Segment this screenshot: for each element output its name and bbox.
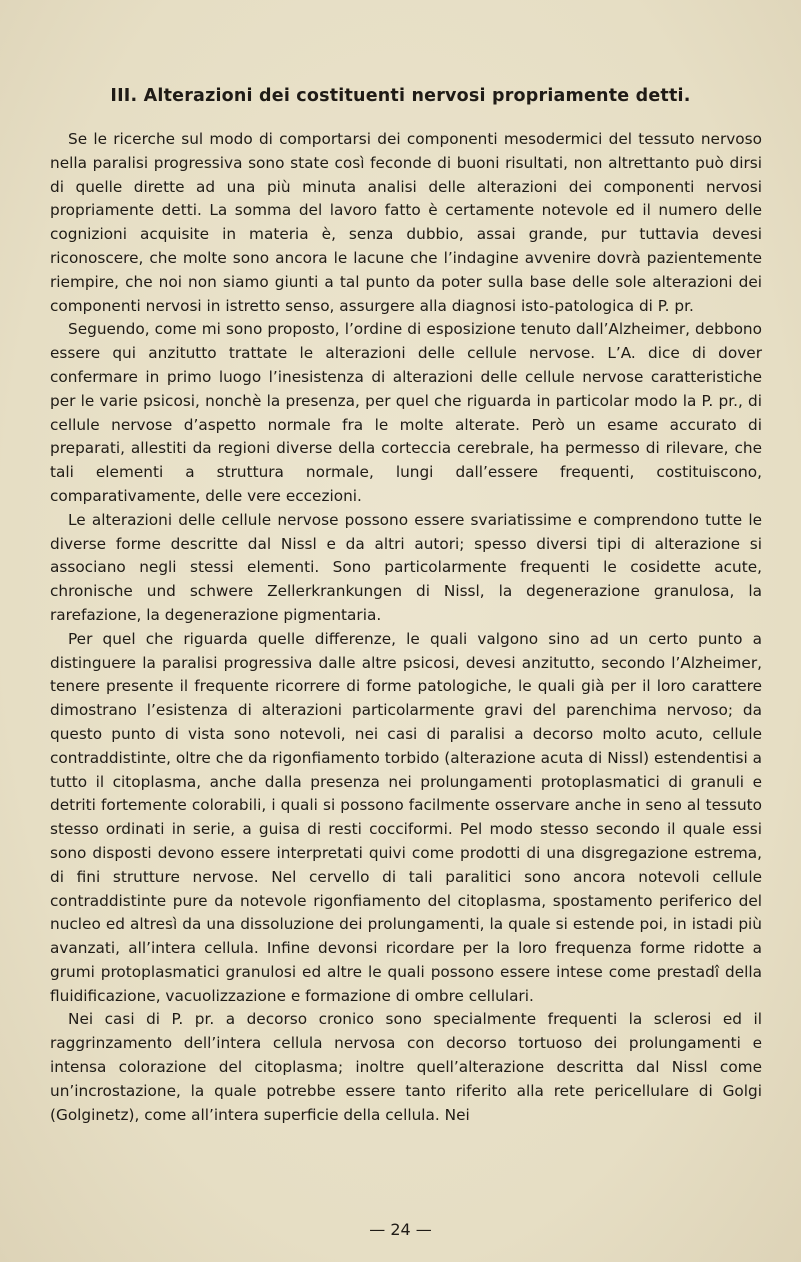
paragraph-4: Per quel che riguarda quelle differenze, le quali valgono sino ad un certo punto a distinguere la paralisi progressiva dalle altre psicosi, devesi anzitutto, secondo l’Alzheimer, tenere presente il frequente ricorrere di forme patologiche, le quali già per il loro carattere dimostrano l’esistenza di alterazioni particolarmente gravi del parenchima nervoso; da questo punto di vista sono notevoli, nei casi di paralisi a decorso molto acuto, cellule contraddistinte, oltre che da rigonfiamento torbido (alterazione acuta di Nissl) estendentisi a tutto il citoplasma, anche dalla presenza nei prolungamenti protoplasmatici di granuli e detriti fortemente colorabili, i quali si possono facilmente osservare anche in seno al tessuto stesso ordinati in serie, a guisa di resti cocciformi. Pel modo stesso secondo il quale essi sono disposti devono essere interpretati quivi come prodotti di una disgregazione estrema, di fini strutture nervose. Nel cervello di tali paralitici sono ancora notevoli cellule contraddistinte pure da notevole rigonfiamento del citoplasma, spostamento periferico del nucleo ed altresì da una dissoluzione dei prolungamenti, la quale si estende poi, in istadi più avanzati, all’intera cellula. Infine devonsi ricordare per la loro frequenza forme ridotte a grumi protoplasmatici granulosi ed altre le quali possono essere intese come prestadî della fluidificazione, vacuolizzazione e formazione di ombre cellulari. (50, 629, 762, 1005)
paragraph-1: Se le ricerche sul modo di comportarsi dei componenti mesodermici del tessuto nervoso nella paralisi progressiva sono state così feconde di buoni risultati, non altrettanto può dirsi di quelle dirette ad una più minuta analisi delle alterazioni dei componenti nervosi propriamente detti. La somma del lavoro fatto è certamente notevole ed il numero delle cognizioni acquisite in materia è, senza dubbio, assai grande, pur tuttavia devesi riconoscere, che molte sono ancora le lacune che l’indagine avvenire dovrà pazientemente riempire, che noi non siamo giunti a tal punto da poter sulla base delle sole alterazioni dei componenti nervosi in istretto senso, assurgere alla diagnosi isto-patologica di P. pr. (50, 130, 762, 315)
page-number: — 24 — (369, 1220, 432, 1239)
paragraph-5: Nei casi di P. pr. a decorso cronico sono specialmente frequenti la sclerosi ed il raggrinzamento dell’intera cellula nervosa con decorso tortuoso dei prolungamenti e intensa colorazione del citoplasma; inoltre quell’alterazione descritta dal Nissl come un’incrostazione, la quale potrebbe essere tanto riferito alla rete pericellulare di Golgi (Golginetz), come all’intera superficie della cellula. Nei (50, 1010, 762, 1124)
paragraph-3: Le alterazioni delle cellule nervose possono essere svariatissime e comprendono tutte le diverse forme descritte dal Nissl e da altri autori; spesso diversi tipi di alterazione si associano negli stessi elementi. Sono particolarmente frequenti le cosidette acute, chronische und schwere Zellerkrankungen di Nissl, la degenerazione granulosa, la rarefazione, la degenerazione pigmentaria. (50, 510, 762, 624)
paragraph-2: Seguendo, come mi sono proposto, l’ordine di esposizione tenuto dall’Alzheimer, debbono essere qui anzitutto trattate le alterazioni delle cellule nervose. L’A. dice di dover confermare in primo luogo l’inesistenza di alterazioni delle cellule nervose caratteristiche per le varie psicosi, nonchè la presenza, per quel che riguarda in particolar modo la P. pr., di cellule nervose d’aspetto normale fra le molte alterate. Però un esame accurato di preparati, allestiti da regioni diverse della corteccia cerebrale, ha permesso di rilevare, che tali elementi a struttura normale, lungi dall’essere frequenti, costituiscono, comparativamente, delle vere eccezioni. (50, 320, 762, 505)
body-text (50, 128, 762, 1127)
section-heading: III. Alterazioni dei costituenti nervosi propriamente detti. (110, 86, 691, 106)
